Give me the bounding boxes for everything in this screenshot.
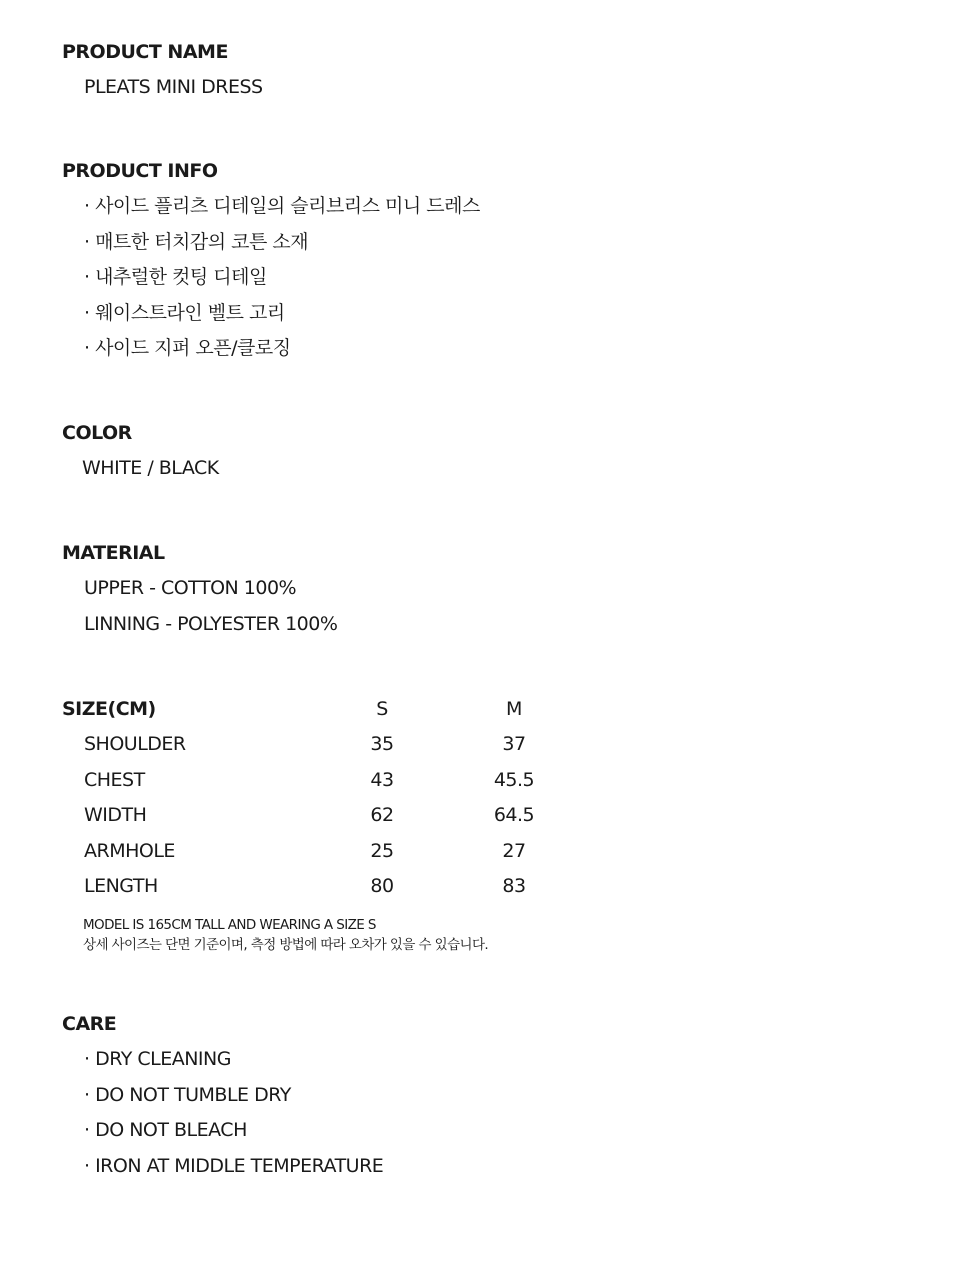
- table-row: [62, 732, 580, 767]
- care-heading: CARE: [62, 1013, 117, 1035]
- care-list: [62, 1047, 922, 1178]
- size-row-label: SHOULDER: [84, 733, 186, 756]
- table-row: [62, 768, 580, 803]
- size-value-m: 27: [502, 839, 526, 862]
- list-item: LINNING - POLYESTER 100%: [84, 612, 338, 635]
- size-header-row: [62, 697, 580, 732]
- size-column-m: M: [506, 698, 522, 720]
- list-item: · DRY CLEANING: [84, 1048, 231, 1070]
- size-table: [62, 697, 580, 909]
- size-section: [62, 697, 922, 955]
- size-notes: [62, 915, 922, 955]
- care-section: [62, 1012, 922, 1178]
- product-name-section: [62, 40, 922, 99]
- product-name-heading: PRODUCT NAME: [62, 41, 228, 63]
- list-item: · 매트한 터치감의 코튼 소재: [84, 230, 309, 253]
- size-value-m: 64.5: [493, 804, 535, 827]
- table-row: [62, 874, 580, 909]
- size-value-s: 25: [370, 839, 394, 862]
- size-column-s: S: [376, 698, 388, 720]
- color-value: WHITE / BLACK: [82, 457, 219, 479]
- size-row-label: ARMHOLE: [84, 839, 175, 862]
- material-section: [62, 541, 922, 636]
- list-item: · 웨이스트라인 벨트 고리: [84, 301, 285, 324]
- size-value-s: 62: [370, 804, 394, 827]
- product-info-list: [62, 194, 922, 360]
- table-row: [62, 803, 580, 838]
- material-list: [62, 576, 922, 636]
- size-value-s: 43: [370, 768, 394, 791]
- size-value-s: 35: [370, 733, 394, 756]
- list-item: · 사이드 플리츠 디테일의 슬리브리스 미니 드레스: [84, 195, 480, 217]
- product-info-heading: PRODUCT INFO: [62, 160, 218, 182]
- material-heading: MATERIAL: [62, 542, 165, 564]
- size-value-m: 37: [502, 733, 526, 756]
- size-heading: SIZE(CM): [62, 698, 156, 720]
- measurement-note: 상세 사이즈는 단면 기준이며, 측정 방법에 따라 오차가 있을 수 있습니다.: [83, 937, 489, 954]
- color-heading: COLOR: [62, 422, 132, 444]
- table-row: [62, 839, 580, 874]
- size-row-label: CHEST: [84, 768, 145, 791]
- product-info-section: [62, 159, 922, 360]
- size-row-label: WIDTH: [84, 804, 147, 827]
- list-item: · DO NOT TUMBLE DRY: [84, 1083, 291, 1106]
- color-section: [62, 421, 922, 480]
- list-item: UPPER - COTTON 100%: [84, 577, 297, 599]
- model-size-note: MODEL IS 165CM TALL AND WEARING A SIZE S: [83, 917, 376, 934]
- size-value-m: 83: [502, 874, 526, 897]
- product-name-value: PLEATS MINI DRESS: [84, 76, 263, 98]
- list-item: · IRON AT MIDDLE TEMPERATURE: [84, 1154, 384, 1177]
- size-value-m: 45.5: [493, 768, 535, 791]
- list-item: · DO NOT BLEACH: [84, 1119, 247, 1141]
- list-item: · 사이드 지퍼 오픈/클로징: [84, 337, 291, 359]
- list-item: · 내추럴한 컷팅 디테일: [84, 266, 267, 288]
- size-row-label: LENGTH: [84, 874, 158, 897]
- size-value-s: 80: [370, 874, 394, 897]
